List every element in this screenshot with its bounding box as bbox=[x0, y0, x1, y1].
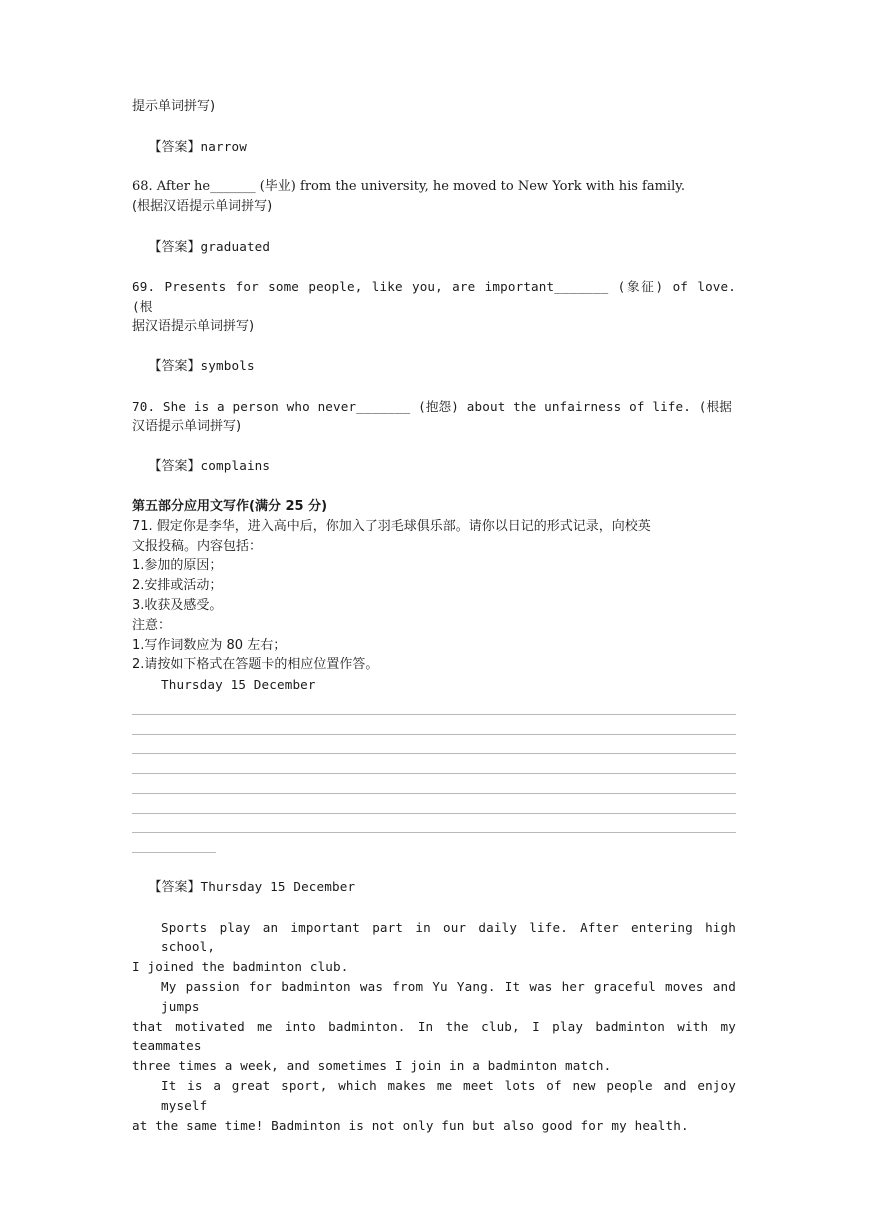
note-item-2: 2.请按如下格式在答题卡的相应位置作答。 bbox=[132, 657, 379, 673]
content-item-3: 3.收获及感受。 bbox=[132, 597, 223, 613]
answer-label: 【答案】 bbox=[148, 139, 201, 155]
answer-71-header bbox=[132, 857, 736, 917]
answer-label: 【答案】 bbox=[148, 239, 201, 255]
answer-date: Thursday 15 December bbox=[200, 879, 356, 895]
question-68: 68. After he_______ (毕业) from the university, he moved to New York with his family. bbox=[132, 179, 686, 195]
question-69: 69. Presents for some people, like you, are important_______ (象征) of love. (根 bbox=[132, 279, 744, 314]
answer-label: 【答案】 bbox=[148, 359, 201, 375]
answer-paragraph-2-cont: that motivated me into badminton. In the club, I play badminton with my teammates bbox=[132, 1018, 744, 1054]
question-70-hint: 汉语提示单词拼写) bbox=[132, 418, 242, 434]
question-68-hint: (根据汉语提示单词拼写) bbox=[132, 198, 273, 214]
answer-paragraph-2-cont: three times a week, and sometimes I join in a badminton match. bbox=[132, 1058, 612, 1074]
answer-68 bbox=[132, 217, 736, 277]
section-heading: 第五部分应用文写作(满分 25 分) bbox=[132, 498, 328, 514]
answer-69 bbox=[132, 337, 736, 397]
question-67-tail: 提示单词拼写) bbox=[132, 99, 216, 114]
writing-line bbox=[132, 715, 736, 735]
question-71-cont: 文报投稿。内容包括： bbox=[132, 538, 263, 554]
content-item-2: 2.安排或活动； bbox=[132, 578, 223, 594]
answer-value: graduated bbox=[200, 238, 271, 254]
writing-line bbox=[132, 695, 736, 715]
answer-value: complains bbox=[200, 458, 271, 474]
answer-value: narrow bbox=[200, 138, 247, 154]
notes-heading: 注意： bbox=[132, 617, 172, 633]
diary-date: Thursday 15 December bbox=[161, 677, 316, 693]
answer-paragraph-1: Sports play an important part in our daily life. After entering high school, bbox=[161, 919, 744, 955]
answer-label: 【答案】 bbox=[148, 459, 201, 475]
answer-70 bbox=[132, 437, 736, 497]
question-69-hint: 据汉语提示单词拼写) bbox=[132, 318, 255, 334]
writing-line-short bbox=[132, 833, 216, 853]
document-page bbox=[132, 97, 744, 1135]
writing-lines bbox=[132, 695, 736, 853]
question-70: 70. She is a person who never_______ (抱怨) about the unfairness of life. (根据 bbox=[132, 398, 732, 414]
answer-67 bbox=[132, 117, 736, 177]
answer-paragraph-1-cont: I joined the badminton club. bbox=[132, 959, 349, 975]
content-item-1: 1.参加的原因； bbox=[132, 558, 223, 574]
note-item-1: 1.写作词数应为 80 左右； bbox=[132, 637, 287, 653]
answer-paragraph-2: My passion for badminton was from Yu Yang. It was her graceful moves and jumps bbox=[161, 979, 744, 1014]
answer-paragraph-3-cont: at the same time! Badminton is not only fun but also good for my health. bbox=[132, 1117, 689, 1133]
writing-line bbox=[132, 754, 736, 774]
writing-line bbox=[132, 794, 736, 814]
writing-line bbox=[132, 735, 736, 755]
question-71: 71. 假定你是李华，进入高中后，你加入了羽毛球俱乐部。请你以日记的形式记录，向校英 bbox=[132, 518, 651, 534]
answer-label: 【答案】 bbox=[148, 880, 201, 896]
answer-paragraph-3: It is a great sport, which makes me meet lots of new people and enjoy myself bbox=[161, 1078, 744, 1113]
writing-line bbox=[132, 814, 736, 834]
writing-line bbox=[132, 774, 736, 794]
answer-value: symbols bbox=[200, 358, 255, 374]
